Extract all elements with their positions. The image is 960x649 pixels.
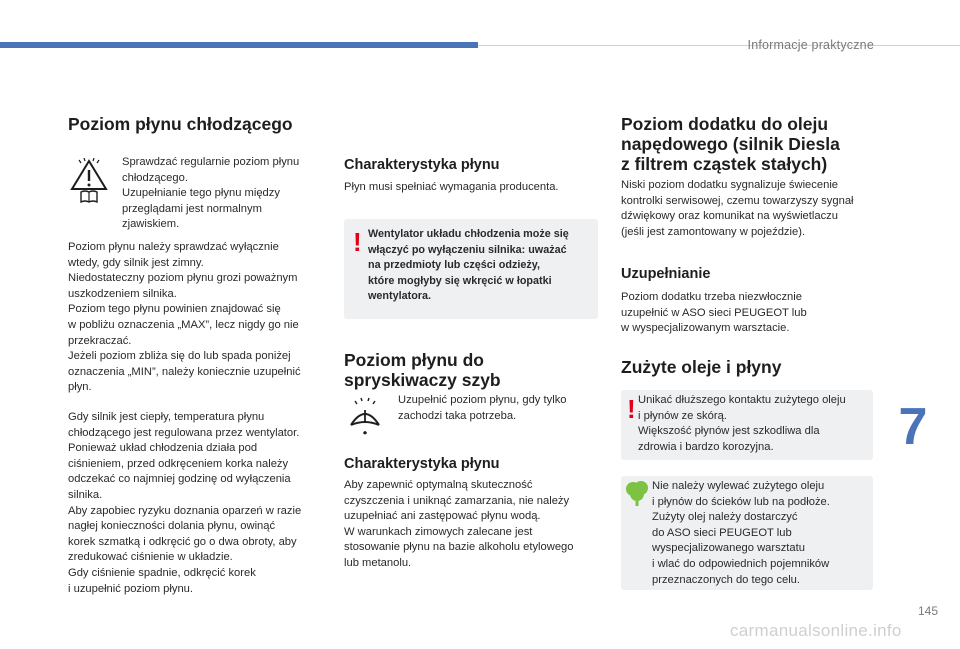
coolant-icon-note: Sprawdzać regularnie poziom płynu chłodzącego. Uzupełnianie tego płynu między przeglądami jest normalnym zjawiskiem.	[122, 156, 300, 231]
washer-icon-note: Uzupełnić poziom płynu, gdy tylko zachodzi taka potrzeba.	[398, 394, 567, 422]
coolant-spec-title: Charakterystyka płynu	[344, 157, 500, 173]
used-oils-warning-box	[621, 390, 873, 460]
manual-book-icon	[80, 190, 98, 203]
used-oils-warning-text: Unikać dłuższego kontaktu zużytego oleju i płynów ze skórą. Większość płynów jest szkodliwa dla zdrowia i bardzo korozyjna.	[638, 394, 846, 453]
washer-spec-title: Charakterystyka płynu	[344, 456, 500, 472]
used-oils-eco-box	[621, 476, 873, 590]
additive-title: Poziom dodatku do oleju napędowego (silnik Diesla z filtrem cząstek stałych)	[621, 114, 840, 174]
warning-exclamation-icon: !	[627, 394, 636, 424]
used-oils-eco-text: Nie należy wylewać zużytego oleju i płynów do ścieków lub na podłoże. Zużyty olej należy dostarczyć do ASO sieci PEUGEOT lub wyspecjalizowanego warsztatu i wlać do odpowiednich pojemników przeznaczonych do tego celu.	[652, 480, 830, 586]
coolant-spec-text: Płyn musi spełniać wymagania producenta.	[344, 181, 559, 193]
coolant-fan-warning-text: Wentylator układu chłodzenia może się włączyć po wyłączeniu silnika: uważać na przedmioty lub części odzieży, które mogłyby się wkręcić w łopatki wentylatora.	[368, 228, 569, 303]
coolant-fan-warning-box	[344, 219, 598, 319]
section-title: Informacje praktyczne	[747, 38, 874, 52]
header-divider	[478, 45, 960, 46]
used-oils-title: Zużyte oleje i płyny	[621, 357, 782, 377]
washer-fluid-icon	[345, 397, 385, 437]
header-accent-bar	[0, 42, 478, 48]
coolant-paragraph-1: Poziom płynu należy sprawdzać wyłącznie wtedy, gdy silnik jest zimny. Niedostateczny poziom płynu grozi poważnym uszkodzeniem silnika. Poziom tego płynu powinien znajdować się w pobliżu oznaczenia „MAX”, lecz nigdy go nie przekraczać. Jeżeli poziom zbliża się do lub spada poniżej oznaczenia „MIN”, należy koniecznie uzupełnić płyn.	[68, 241, 301, 394]
chapter-number: 7	[898, 398, 928, 456]
watermark: carmanualsonline.info	[730, 621, 902, 640]
additive-refill-text: Poziom dodatku trzeba niezwłocznie uzupełnić w ASO sieci PEUGEOT lub w wyspecjalizowanym warsztacie.	[621, 291, 807, 335]
additive-refill-title: Uzupełnianie	[621, 266, 711, 282]
coolant-icon-group	[70, 158, 108, 204]
washer-title: Poziom płynu do spryskiwaczy szyb	[344, 350, 501, 390]
warning-exclamation-icon: !	[353, 227, 362, 257]
coolant-title: Poziom płynu chłodzącego	[68, 114, 293, 134]
coolant-paragraph-2: Gdy silnik jest ciepły, temperatura płynu chłodzącego jest regulowana przez wentylator. Ponieważ układ chłodzenia działa pod ciśnieniem, przed odkręceniem korka należy odczekać co najmniej godzinę od wyłączenia silnika. Aby zapobiec ryzyku doznania oparzeń w razie nagłej konieczności dolania płynu, owinąć korek szmatką i odkręcić go o dwa obroty, aby zredukować ciśnienie w układzie. Gdy ciśnienie spadnie, odkręcić korek i uzupełnić poziom płynu.	[68, 411, 302, 595]
page-number: 145	[917, 604, 938, 618]
washer-spec-text: Aby zapewnić optymalną skuteczność czyszczenia i uniknąć zamarzania, nie należy uzupełniać ani zastępować płynu wodą. W warunkach zimowych zalecane jest stosowanie płynu na bazie alkoholu etylowego lub metanolu.	[344, 479, 574, 569]
additive-text: Niski poziom dodatku sygnalizuje świecenie kontrolki serwisowej, czemu towarzyszy sygnał dźwiękowy oraz komunikat na wyświetlaczu (jeśli jest zamontowany w pojeździe).	[621, 179, 854, 238]
eco-tree-icon	[624, 479, 650, 507]
